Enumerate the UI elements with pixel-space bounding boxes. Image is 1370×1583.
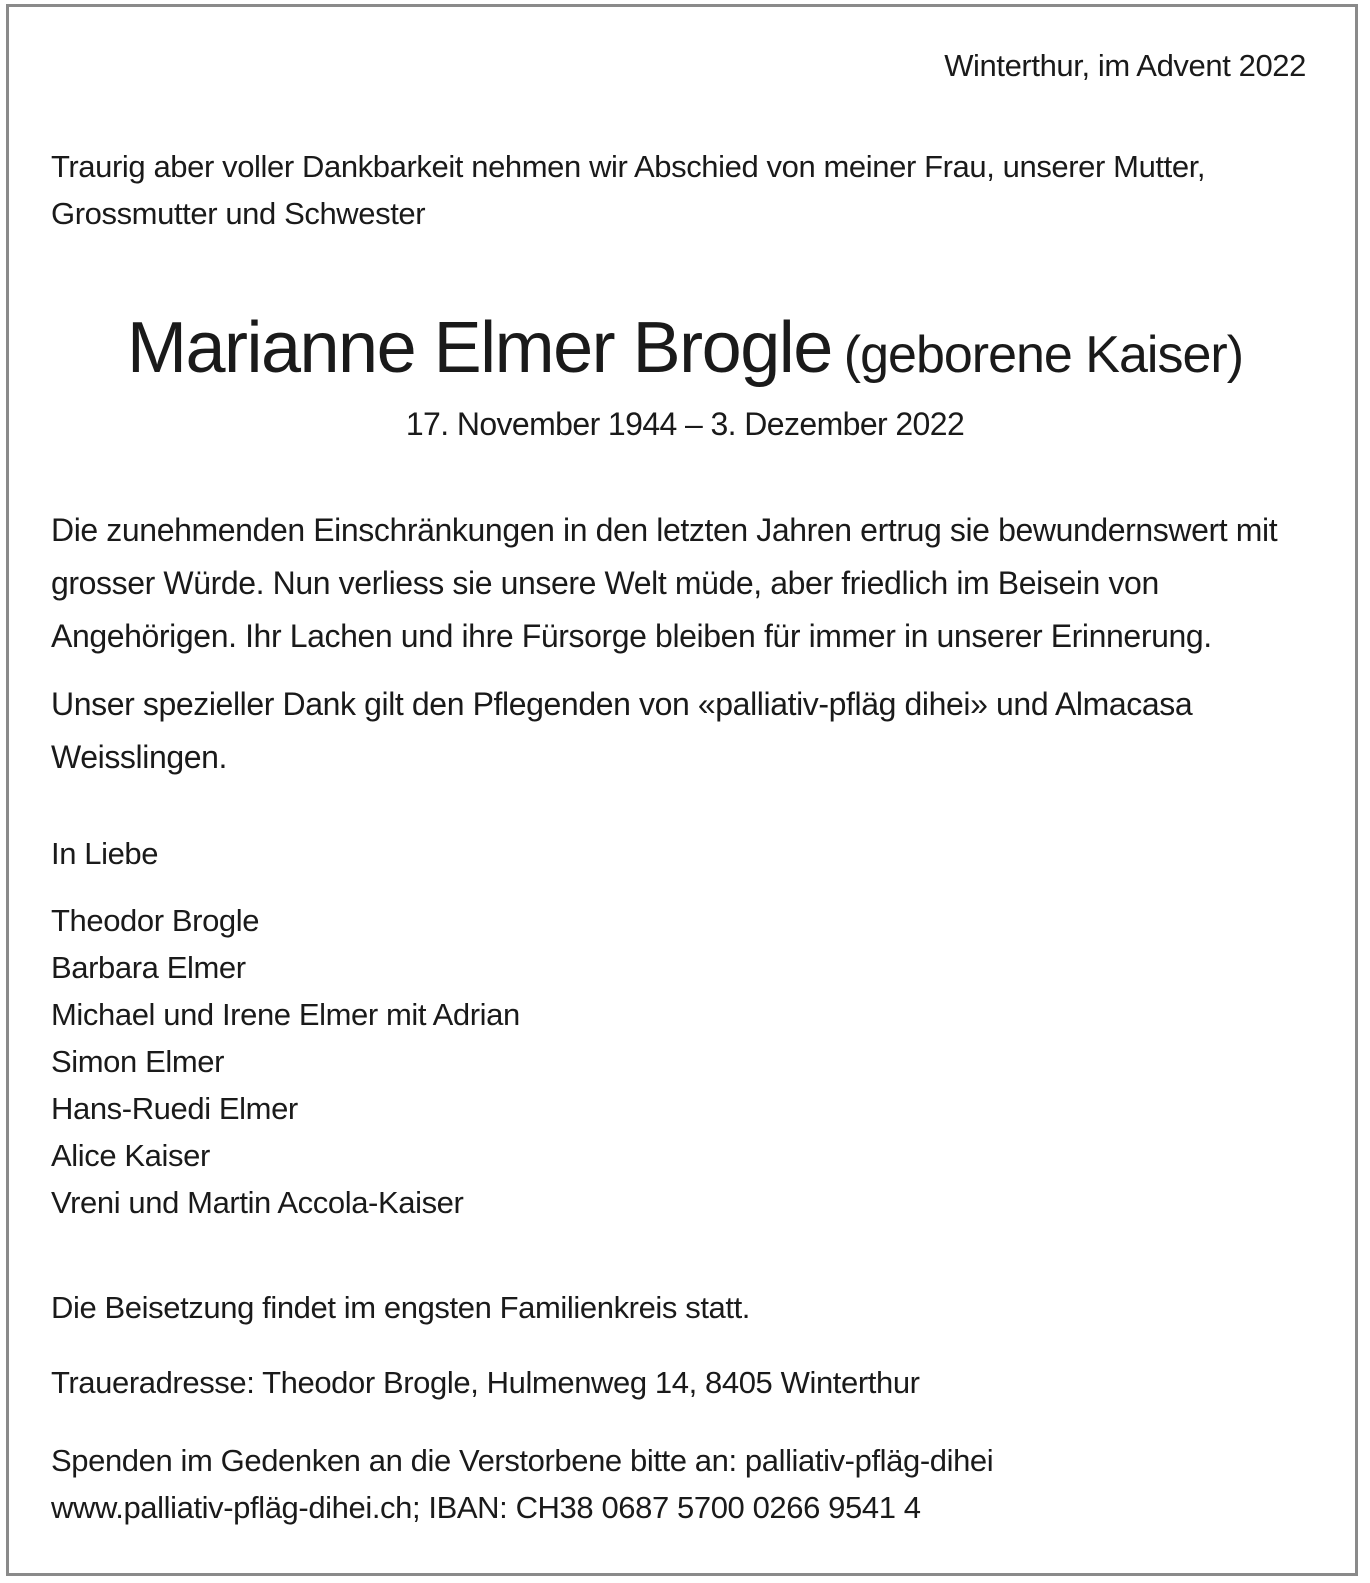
mourner-name: Hans-Ruedi Elmer	[51, 1091, 298, 1126]
mourner-name: Theodor Brogle	[51, 903, 260, 938]
thanks-paragraph: Unser spezieller Dank gilt den Pflegenden von «palliativ-pfläg dihei» und Almacasa Weisslingen.	[51, 686, 1193, 775]
burial-notice: Die Beisetzung findet im engsten Familienkreis statt.	[51, 1290, 751, 1325]
donation-line-1: Spenden im Gedenken an die Verstorbene bitte an: palliativ-pfläg-dihei	[51, 1443, 994, 1478]
tribute-paragraph: Die zunehmenden Einschränkungen in den letzten Jahren ertrug sie bewundernswert mit grosser Würde. Nun verliess sie unsere Welt müde, aber friedlich im Beisein von Angehörigen. Ihr Lachen und ihre Fürsorge bleiben für immer in unserer Erinnerung.	[51, 512, 1278, 654]
notice-border	[6, 4, 1358, 1576]
mourning-address: Traueradresse: Theodor Brogle, Hulmenweg 14, 8405 Winterthur	[51, 1365, 920, 1400]
mourners-list	[51, 897, 520, 1226]
mourner-name: Barbara Elmer	[51, 950, 246, 985]
place-date: Winterthur, im Advent 2022	[944, 48, 1306, 83]
intro-text: Traurig aber voller Dankbarkeit nehmen wir Abschied von meiner Frau, unserer Mutter, Grossmutter und Schwester	[51, 149, 1206, 231]
deceased-birth-name: (geborene Kaiser)	[843, 326, 1244, 384]
mourner-name: Vreni und Martin Accola-Kaiser	[51, 1185, 464, 1220]
mourner-name: Simon Elmer	[51, 1044, 225, 1079]
deceased-name: Marianne Elmer Brogle	[126, 308, 832, 388]
donation-info	[51, 1437, 1321, 1531]
donation-line-2: www.palliativ-pfläg-dihei.ch; IBAN: CH38 0687 5700 0266 9541 4	[51, 1490, 921, 1525]
life-dates: 17. November 1944 – 3. Dezember 2022	[405, 406, 965, 442]
mourner-name: Michael und Irene Elmer mit Adrian	[51, 997, 520, 1032]
mourner-name: Alice Kaiser	[51, 1138, 210, 1173]
in-love-label: In Liebe	[51, 836, 159, 871]
deceased-name-line	[0, 303, 1370, 400]
